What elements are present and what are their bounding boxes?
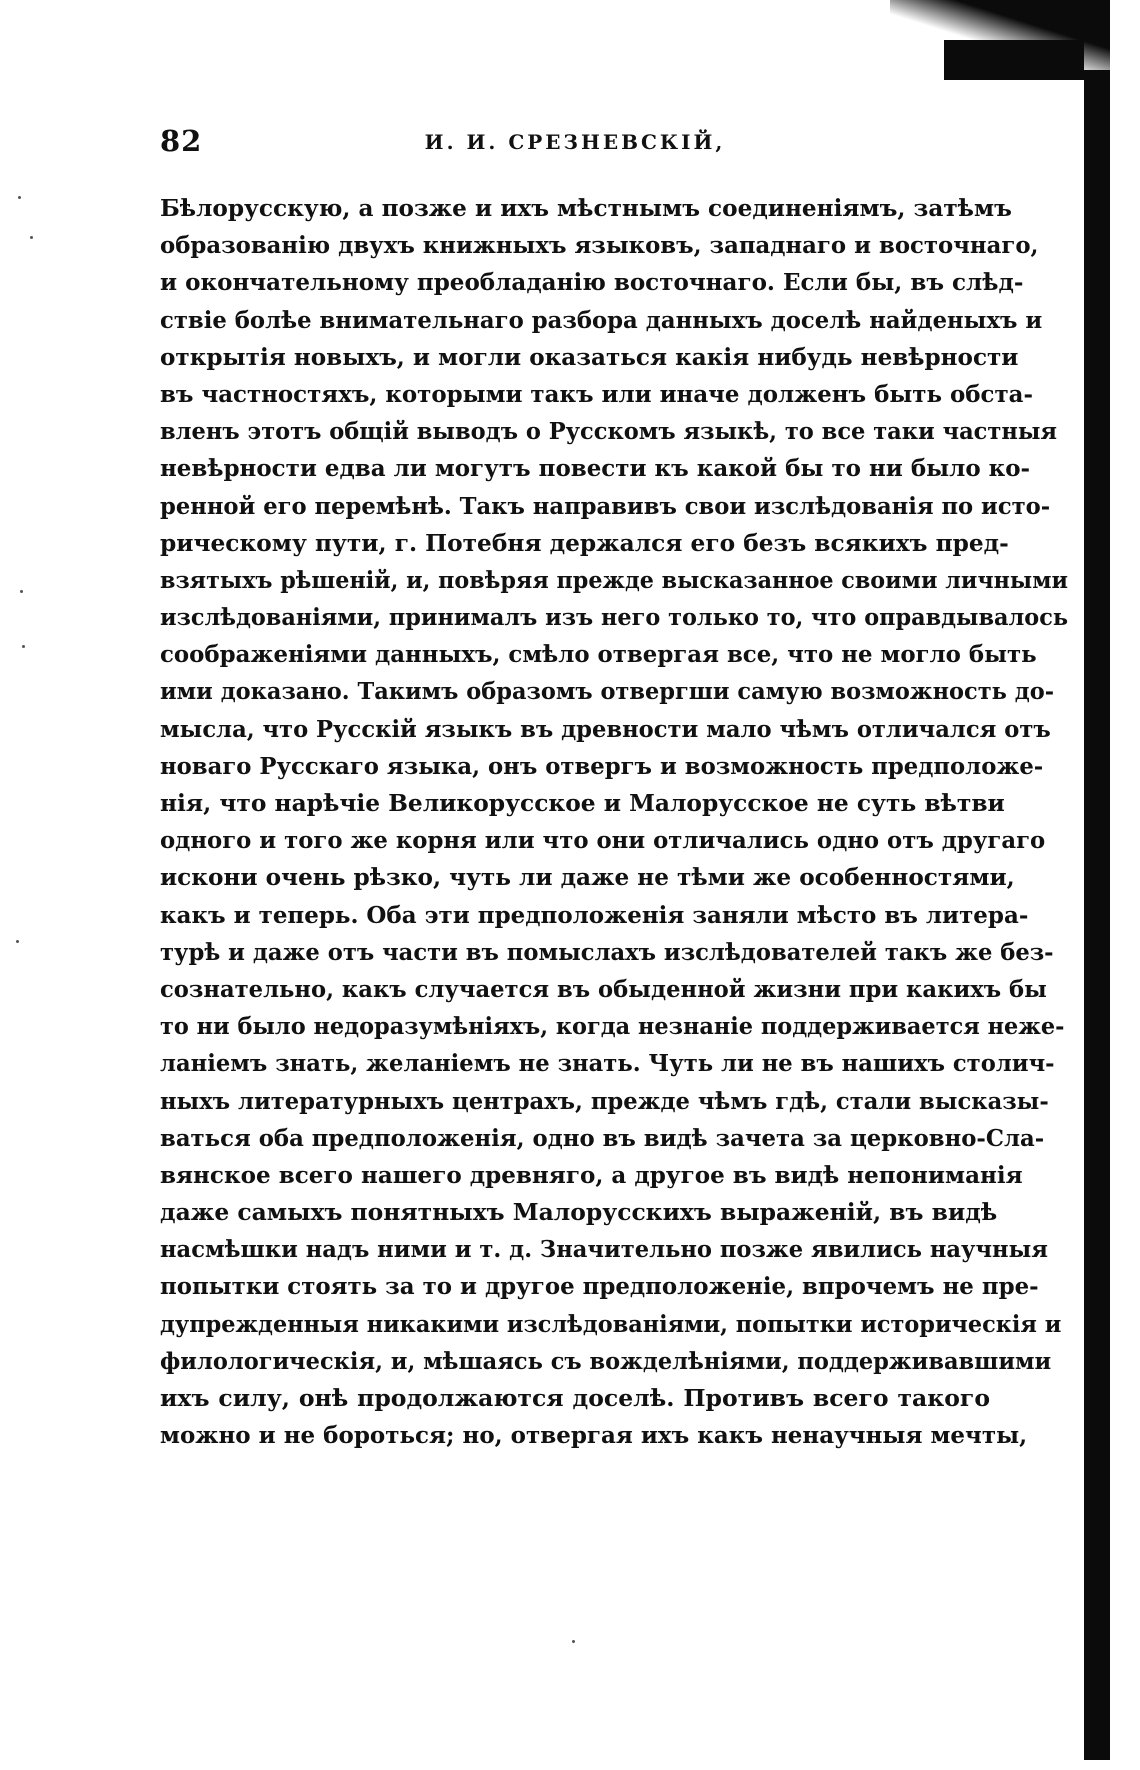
text-line: насмѣшки надъ ними и т. д. Значительно позже явились научныя — [160, 1235, 1048, 1264]
text-line: вленъ этотъ общій выводъ о Русскомъ языкѣ, то все таки частныя — [160, 417, 1058, 446]
scan-speck — [30, 236, 33, 239]
text-line: ренной его перемѣнѣ. Такъ направивъ свои изслѣдованія по исто- — [160, 491, 1050, 520]
text-line: искони очень рѣзко, чуть ли даже не тѣми же особенностями, — [160, 863, 1015, 892]
scan-page-edge — [1084, 70, 1110, 1760]
text-line: въ частностяхъ, которыми такъ или иначе долженъ быть обста- — [160, 379, 1033, 408]
text-line: вянское всего нашего древняго, а другое въ видѣ непониманія — [160, 1160, 1023, 1189]
page-header — [160, 124, 990, 164]
scan-speck — [20, 590, 23, 593]
text-line: турѣ и даже отъ части въ помыслахъ изслѣдователей такъ же без- — [160, 937, 1054, 966]
text-line: новаго Русскаго языка, онъ отвергъ и возможность предположе- — [160, 751, 1044, 780]
text-line: одного и того же корня или что они отличались одно отъ другаго — [160, 826, 1046, 855]
scan-speck — [22, 645, 25, 648]
text-line: можно и не бороться; но, отвергая ихъ какъ ненаучныя мечты, — [160, 1421, 1028, 1450]
text-line: ваться оба предположенія, одно въ видѣ зачета за церковно-Сла- — [160, 1123, 1045, 1152]
text-line: ими доказано. Такимъ образомъ отвергши самую возможность до- — [160, 677, 1055, 706]
scan-speck — [572, 1640, 575, 1643]
text-line: образованію двухъ книжныхъ языковъ, западнаго и восточнаго, — [160, 231, 1039, 260]
text-line: ствіе болѣе внимательнаго разбора данныхъ доселѣ найденыхъ и — [160, 305, 1043, 334]
text-line: нія, что нарѣчіе Великорусское и Малорусское не суть вѣтви — [160, 789, 1005, 817]
text-line: ланіемъ знать, желаніемъ не знать. Чуть ли не въ нашихъ столич- — [160, 1049, 1055, 1078]
text-line: рическому пути, г. Потебня держался его безъ всякихъ пред- — [160, 528, 1009, 557]
text-line: взятыхъ рѣшеній, и, повѣряя прежде высказанное своими личными — [160, 565, 1068, 594]
text-line: соображеніями данныхъ, смѣло отвергая все, что не могло быть — [160, 640, 1037, 669]
text-line: мысла, что Русскій языкъ въ древности мало чѣмъ отличался отъ — [160, 714, 1051, 743]
text-line: филологическія, и, мѣшаясь съ вожделѣніями, поддерживавшими — [160, 1346, 1052, 1375]
text-line: ихъ силу, онѣ продолжаются доселѣ. Противъ всего такого — [160, 1384, 990, 1412]
text-line: какъ и теперь. Оба эти предположенія заняли мѣсто въ литера- — [160, 900, 1029, 929]
text-line: Бѣлорусскую, а позже и ихъ мѣстнымъ соединеніямъ, затѣмъ — [160, 194, 1012, 222]
text-line: сознательно, какъ случается въ обыденной жизни при какихъ бы — [160, 974, 1047, 1003]
page-number: 82 — [160, 124, 203, 158]
text-line: открытія новыхъ, и могли оказаться какія нибудь невѣрности — [160, 342, 1019, 371]
text-line: даже самыхъ понятныхъ Малорусскихъ выраженій, въ видѣ — [160, 1198, 997, 1227]
body-text — [160, 190, 1069, 1454]
text-line: то ни было недоразумѣніяхъ, когда незнаніе поддерживается нежe- — [160, 1012, 1065, 1041]
text-line: дупрежденныя никакими изслѣдованіями, попытки историческія и — [160, 1309, 1062, 1338]
text-line: невѣрности едва ли могутъ повести къ какой бы то ни было ко- — [160, 454, 1031, 483]
scan-speck — [16, 940, 19, 943]
running-head: И. И. СРЕЗНЕВСКІЙ, — [424, 130, 726, 154]
text-line: попытки стоять за то и другое предположеніе, впрочемъ не пре- — [160, 1272, 1039, 1301]
text-line: и окончательному преобладанію восточнаго. Если бы, въ слѣд- — [160, 268, 1024, 297]
text-line: ныхъ литературныхъ центрахъ, прежде чѣмъ гдѣ, стали высказы- — [160, 1086, 1049, 1115]
scan-shadow-strip — [944, 40, 1084, 80]
scan-speck — [18, 196, 21, 199]
text-line: изслѣдованіями, принималъ изъ него только то, что оправдывалось — [160, 603, 1069, 632]
